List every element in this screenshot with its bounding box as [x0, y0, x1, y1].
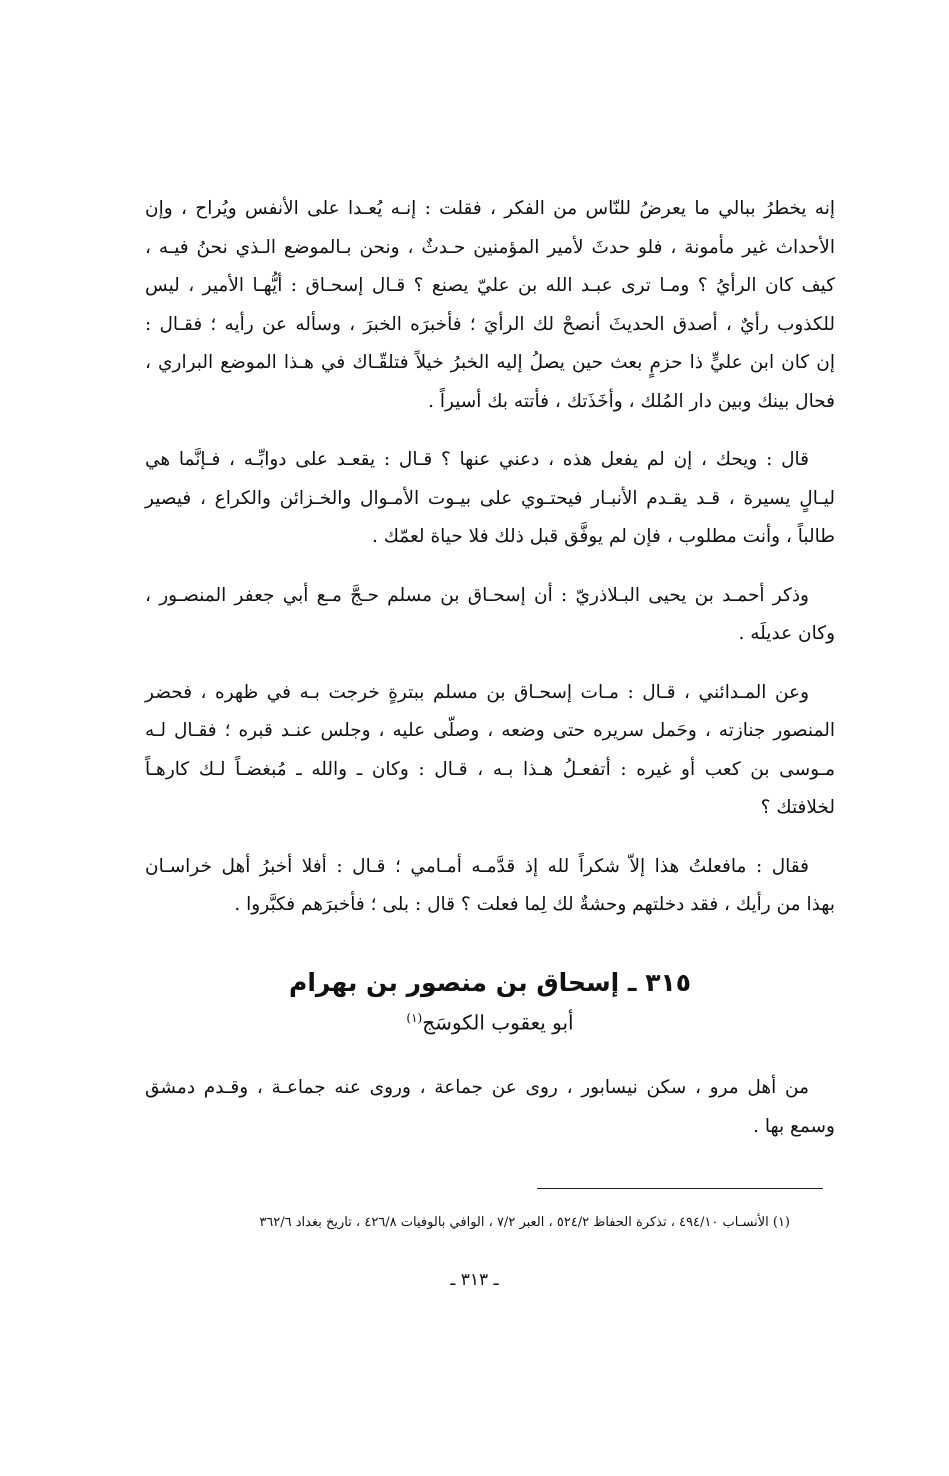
- text-line: للكذوب رأيٌ ، أصدق الحديثَ أنصحْ لك الرأيَ ؛ فأخبرَه الخبرَ ، وسأله عن رأيه ؛ فقـال :: [145, 313, 835, 335]
- text-line: لخلافتك ؟: [760, 797, 835, 818]
- entry-heading: [145, 965, 835, 1040]
- text-line: بهذا من رأيك ، فقد دخلتهم وحشةٌ لك لِما فعلت ؟ قال : بلى ؛ فأخبرَهم فكبَّروا .: [234, 894, 835, 915]
- page-number: ـ ٣١٣ ـ: [450, 1270, 499, 1290]
- text-line: وذكر أحمـد بن يحيى البـلاذريّ : أن إسحـاق بن مسلم حـجَّ مـع أبي جعفر المنصـور ،: [145, 584, 809, 606]
- entry-subtitle: [145, 1001, 835, 1040]
- text-line: فحال بينك وبين دار المُلك ، وأخَذَتك ، فأتته بك أسيراً .: [428, 390, 835, 412]
- text-line: إن كان ابن عليٍّ ذا حزمٍ بعث حين يصلُ إليه الخبرُ خيلاً فتلقّـاك في هـذا الموضع البراري ،: [145, 352, 835, 373]
- text-line: ليـالٍ يسيرة ، قـد يقـدم الأنبـار فيحتـوي على بيـوت الأمـوال والخـزائن والكراع ، فيصير: [145, 487, 835, 509]
- text-line: من أهل مرو ، سكن نيسابور ، روى عن جماعة ، وروى عنه جماعـة ، وقـدم دمشق: [145, 1077, 809, 1099]
- text-line: وعن المـدائني ، قـال : مـات إسحـاق بن مسلم ببترةٍ خرجت بـه في ظهره ، فحضر: [145, 681, 809, 703]
- footnote: (١) الأنسـاب ٤٩٤/١٠ ، تذكرة الحفاظ ٥٢٤/٢ ، العبر ٧/٢ ، الوافي بالوفيات ٤٢٦/٨ ، تاريخ بغداد ٣٦٢/٦: [259, 1215, 790, 1230]
- entry-title: ٣١٥ ـ إسحاق بن منصور بن بهرام: [289, 967, 691, 997]
- footnote-divider: [537, 1188, 823, 1189]
- text-line: المنصور جنازته ، وحَمل سريره حتى وضعه ، وصلّى عليه ، وجلس عنـد قبره ؛ فقـال لـه: [145, 720, 835, 741]
- text-line: كيف كان الرأيُ ؟ ومـا ترى عبـد الله بن عليّ يصنع ؟ قـال إسحـاق : أيُّهـا الأمير ، ليس: [145, 275, 835, 296]
- paragraph: [145, 848, 835, 925]
- entry-subtitle-text: أبو يعقوب الكوسَج: [422, 1010, 574, 1035]
- paragraph: [145, 441, 835, 557]
- paragraph: [145, 577, 835, 654]
- entry-body: [145, 1069, 835, 1146]
- text-line: وكان عديلَه .: [738, 623, 835, 644]
- paragraph: [145, 190, 835, 421]
- text-line: قال : ويحك ، إن لم يفعل هذه ، دعني عنها ؟ قـال : يقعـد على دوابِّـه ، فـإنَّما هي: [145, 449, 809, 470]
- text-line: طالباً ، وأنت مطلوب ، فإن لم يوفَّق قبل ذلك فلا حياة لعمّك .: [371, 526, 835, 547]
- text-line: وسمع بها .: [753, 1115, 835, 1137]
- text-line: مـوسى بن كعب أو غيره : أتفعـلُ هـذا بـه ، قـال : وكان ـ والله ـ مُبغضـاً لـك كارهـاً: [145, 758, 835, 780]
- paragraph: [145, 674, 835, 828]
- text-line: الأحداث غير مأمونة ، فلو حدثَ لأمير المؤمنين حـدثٌ ، ونحن بـالموضع الـذي نحنُ فيـه ،: [145, 236, 835, 258]
- text-line: فقال : مافعلتُ هذا إلاّ شكراً لله إذ قدَّمـه أمـامي ؛ قـال : أفلا أخبرُ أهل خراسـان: [145, 855, 809, 877]
- footnote-reference: (١): [406, 1010, 423, 1025]
- text-line: إنه يخطرُ ببالي ما يعرضُ للنّاس من الفكر ، فقلت : إنـه يُعـدا على الأنفس ويُراح ، وإن: [145, 198, 835, 219]
- page-body: [145, 190, 835, 1166]
